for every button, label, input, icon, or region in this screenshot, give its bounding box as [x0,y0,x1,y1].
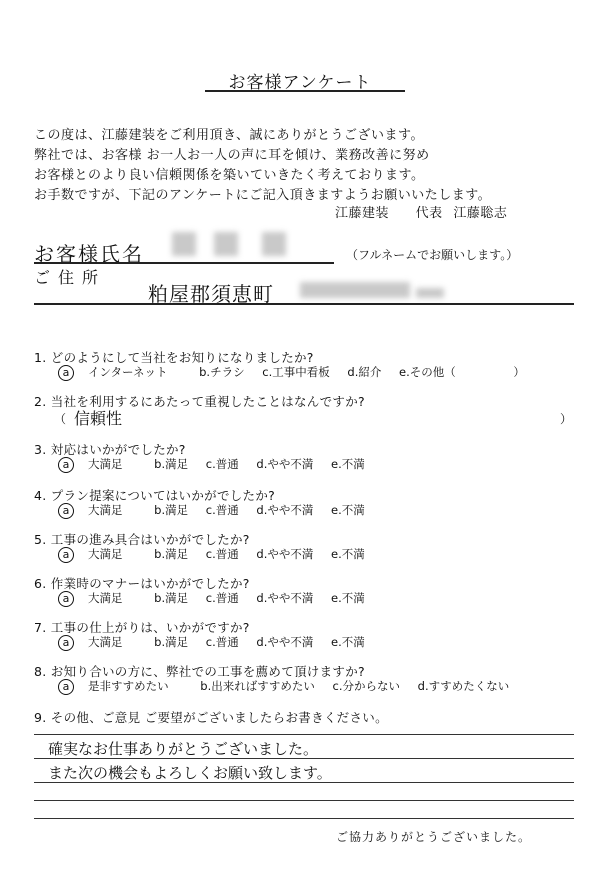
question-7: 7. 工事の仕上がりは、いかがですか? [34,620,250,635]
option: e.その他（ [399,365,456,379]
survey-title: お客様アンケート [228,73,372,93]
option-selected: a 大満足 [58,502,137,519]
option: e.不満 [331,503,365,517]
answer-rule [34,818,574,819]
question-3-options [58,456,379,473]
company-name: 江藤建装 [335,206,390,221]
question-5: 5. 工事の進み具合はいかがでしたか? [34,532,250,547]
answer-rule [34,758,574,759]
option: d.やや不満 [256,635,314,649]
question-9: 9. その他、ご意見 ご要望がございましたらお書きください。 [34,710,388,725]
question-4: 4. プラン提案についてはいかがでしたか? [34,488,276,503]
option-selected: a 大満足 [58,456,137,473]
fullname-note: （フルネームでお願いします。） [346,248,519,262]
option: b.満足 [154,503,189,517]
option: b.満足 [154,591,189,605]
question-7-options [58,634,379,651]
address-label: ご住所 [34,268,107,287]
option: b.チラシ [199,365,245,379]
option: b.満足 [154,457,189,471]
option: d.やや不満 [256,457,314,471]
option: e.不満 [331,457,365,471]
question-6: 6. 作業時のマナーはいかがでしたか? [34,576,250,591]
rep-name: 江藤聡志 [453,206,508,221]
option: c.分からない [332,679,400,693]
signature [335,202,529,221]
question-1-options [58,364,539,381]
redacted-name [262,232,286,256]
open-paren: （ [54,412,67,426]
option: d.すすめたくない [417,679,510,693]
option: e.不満 [331,635,365,649]
option: c.普通 [205,503,239,517]
question-5-options [58,546,379,563]
option: d.紹介 [347,365,382,379]
comment-line-1: 確実なお仕事ありがとうございました。 [48,740,319,758]
question-1: 1. どのようにして当社をお知りになりましたか? [34,350,314,365]
selected-circle-icon: a [58,547,74,563]
address-underline [34,303,574,305]
redacted-address [416,288,444,298]
answer-rule [34,800,574,801]
option: c.普通 [205,635,239,649]
title-underline [205,90,405,92]
close-paren: ） [560,412,573,426]
option: d.やや不満 [256,547,314,561]
option-selected: a 大満足 [58,546,137,563]
option: d.やや不満 [256,591,314,605]
option: e.不満 [331,591,365,605]
option: b.出来ればすすめたい [200,679,315,693]
option: c.普通 [205,547,239,561]
question-8-options [58,678,523,695]
option-selected: a 大満足 [58,634,137,651]
selected-circle-icon: a [58,591,74,607]
option: d.やや不満 [256,503,314,517]
question-6-options [58,590,379,607]
close-paren: ） [513,365,525,379]
option: c.普通 [205,457,239,471]
customer-name-label: お客様氏名 [34,242,144,266]
question-2-answer: 信頼性 [74,409,123,428]
redacted-address [300,282,410,298]
option: e.不満 [331,547,365,561]
question-3: 3. 対応はいかがでしたか? [34,442,186,457]
name-underline [34,262,334,264]
option: b.満足 [154,547,189,561]
address-value: 粕屋郡須恵町 [148,282,274,306]
question-2: 2. 当社を利用するにあたって重視したことはなんですか? [34,394,365,409]
rep-title: 代表 [415,206,443,221]
comment-line-2: また次の機会もよろしくお願い致します。 [48,764,332,782]
selected-circle-icon: a [58,503,74,519]
option-selected: a 是非すすめたい [58,678,183,695]
option: c.工事中看板 [262,365,330,379]
intro-line: この度は、江藤建装をご利用頂き、誠にありがとうございます。 [34,128,424,143]
intro-line: お客様とのより良い信頼関係を築いていきたく考えております。 [34,168,425,183]
selected-circle-icon: a [58,365,74,381]
thanks-text: ご協力ありがとうございました。 [336,830,532,844]
intro-line: 弊社では、お客様 お一人お一人の声に耳を傾け、業務改善に努め [34,148,430,163]
question-8: 8. お知り合いの方に、弊社での工事を薦めて頂けますか? [34,664,365,679]
option: c.普通 [205,591,239,605]
question-4-options [58,502,379,519]
intro-text [34,126,491,206]
option: b.満足 [154,635,189,649]
selected-circle-icon: a [58,635,74,651]
intro-line: お手数ですが、下記のアンケートにご記入頂きますようお願いいたします。 [34,188,492,203]
selected-circle-icon: a [58,679,74,695]
selected-circle-icon: a [58,457,74,473]
option-selected: a 大満足 [58,590,137,607]
answer-rule [34,734,574,735]
answer-rule [34,782,574,783]
redacted-name [172,232,196,256]
option-selected: a インターネット [58,364,181,381]
redacted-name [214,232,238,256]
